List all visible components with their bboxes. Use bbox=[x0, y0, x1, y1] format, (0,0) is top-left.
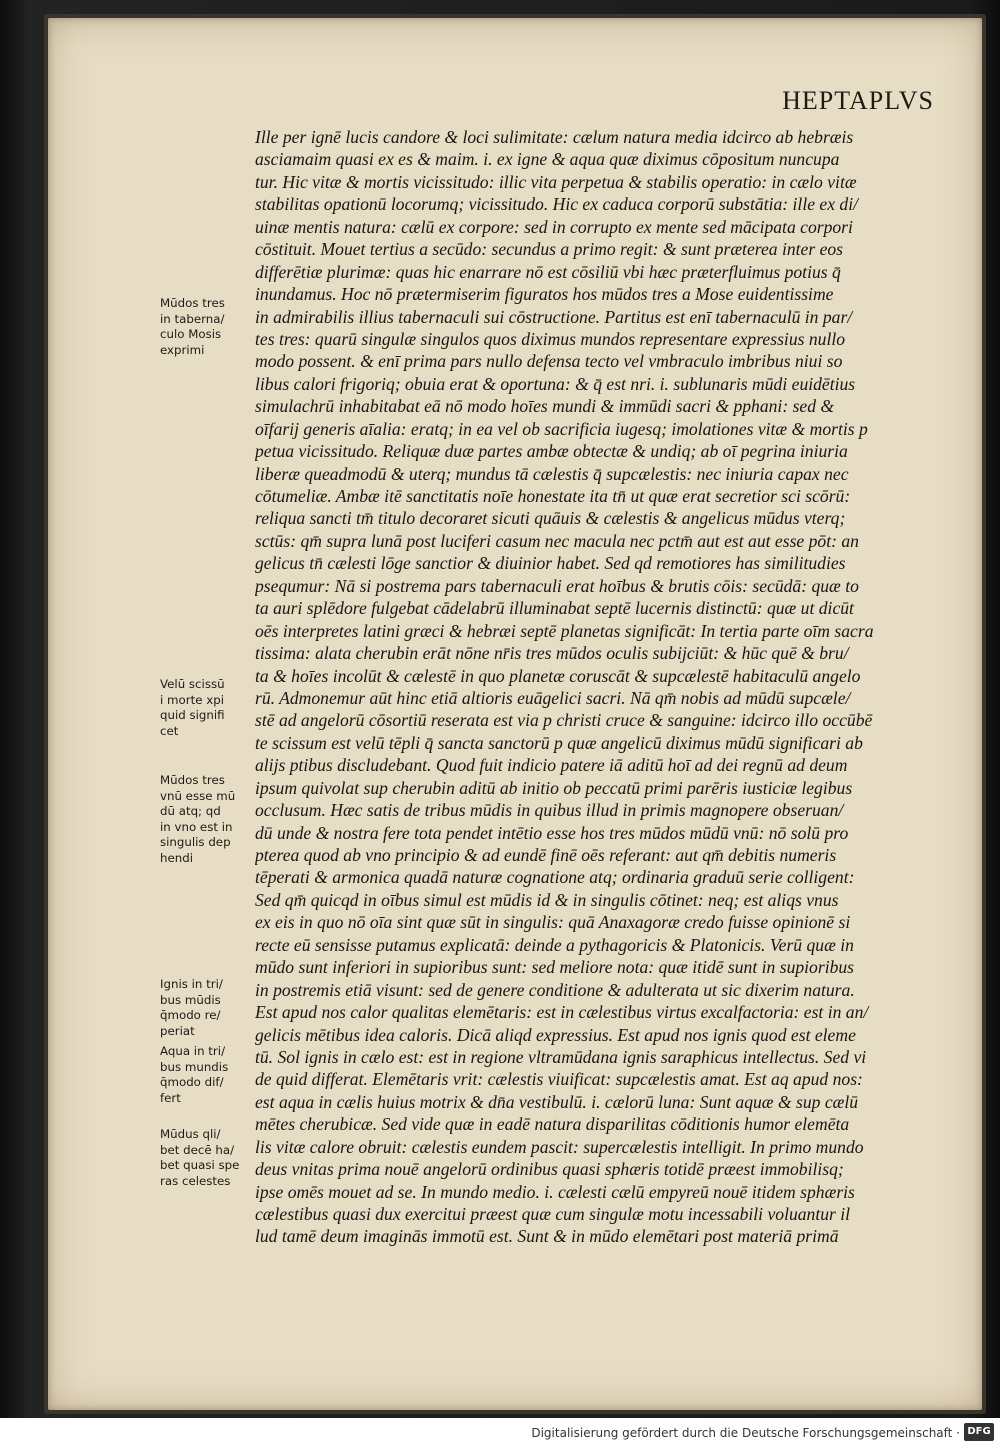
gloss-line: cet bbox=[160, 723, 179, 738]
text-line: tur. Hic vitæ & mortis vicissitudo: illic vita perpetua & stabilis operatio: in cælo vitæ bbox=[255, 171, 857, 192]
text-line: differētiæ plurimæ: quas hic enarrare nō est cōsiliū vbi hæc præterfluimus potius q̄ bbox=[255, 261, 841, 282]
marginal-gloss bbox=[160, 677, 252, 739]
text-line: alijs ptibus discludebant. Quod fuit indicio patere iā aditū hoī ad dei regnū ad deum bbox=[255, 755, 848, 776]
footer-bar bbox=[0, 1418, 1000, 1448]
running-head: HEPTAPLVS bbox=[782, 86, 934, 115]
gloss-line: Mūdus qli/ bbox=[160, 1127, 221, 1141]
text-line: oīfarij generis aīalia: eratq; in ea vel ob sacrificia iugesq; imolationes vitæ & mortis p bbox=[255, 418, 868, 439]
gloss-line: fert bbox=[160, 1090, 181, 1105]
text-line: ipse omēs mouet ad se. In mundo medio. i. cælesti cælū empyreū nouē itidem sphæris bbox=[255, 1181, 855, 1202]
gloss-line: singulis dep bbox=[160, 835, 231, 850]
text-line: petua vicissitudo. Reliquæ duæ partes ambæ obtectæ & undiq; ab oī pegrina iniuria bbox=[255, 441, 848, 462]
text-line: dū unde & nostra fere tota pendet intētio esse hos tres mūdos mūdū vnū: nō solū pro bbox=[255, 822, 849, 843]
text-line: lis vitæ calore obruit: cælestis eundem pascit: supercælestis intelligit. In primo mundo bbox=[255, 1136, 864, 1157]
text-line: cōstituit. Mouet tertius a secūdo: secundus a primo regit: & sunt præterea inter eos bbox=[255, 239, 844, 260]
text-line: cælestibus quasi dux exercitui præest quæ cum singulæ motu incessabili voluantur il bbox=[255, 1204, 851, 1224]
text-line: recte eū sensisse putamus explicatā: deinde a pythagoricis & Platonicis. Verū quæ in bbox=[255, 934, 854, 955]
text-line: libus calori frigoriq; obuia erat & oportuna: & q̄ est nri. i. sublunaris mūdi euidētius bbox=[255, 373, 856, 394]
text-line: asciamaim quasi ex es & maim. i. ex igne & aqua quæ diximus cōpositum nuncupa bbox=[255, 149, 840, 170]
text-line: reliqua sancti tm̄ titulo decoraret sicuti quāuis & cælestis & angelicus mūdus vterq; bbox=[255, 508, 846, 529]
marginal-gloss bbox=[160, 1127, 252, 1189]
text-line: oēs interpretes latini græci & hebræi septē planetas significāt: In tertia parte oīm sacra bbox=[255, 620, 874, 641]
text-line: Sed qm̄ quicqd in oībus simul est mūdis id & in singulis cōtinet: neq; est aliqs vnus bbox=[255, 889, 839, 910]
body-text bbox=[255, 126, 922, 1248]
gloss-line: bet quasi spe bbox=[160, 1158, 240, 1173]
text-line: in admirabilis illius tabernaculi sui cōstructione. Partitus est enī tabernaculū in par/ bbox=[255, 306, 853, 327]
text-line: lud tamē deum imaginās immotū est. Sunt & in mūdo elemētari post materiā primā bbox=[255, 1226, 839, 1247]
text-line: pterea quod ab vno principio & ad eundē finē oēs referant: aut qm̄ debitis numeris bbox=[255, 845, 837, 865]
gloss-line: q̄modo dif/ bbox=[160, 1075, 224, 1090]
text-line: Ille per ignē lucis candore & loci sulimitate: cælum natura media idcirco ab hebræis bbox=[255, 127, 854, 147]
gloss-line: hendi bbox=[160, 850, 193, 865]
gloss-line: quid signifi bbox=[160, 708, 225, 723]
gloss-line: Mūdos tres bbox=[160, 296, 225, 310]
text-line: mūdo sunt inferiori in supioribus sunt: sed meliore nota: quæ itidē sunt in supioribus bbox=[255, 957, 855, 978]
text-line: modo possent. & enī prima pars nullo defensa tecto vel vmbraculo imbribus niui so bbox=[255, 351, 843, 372]
text-line: gelicus tn̄ cælesti lōge sanctior & diuinior habet. Sed qd remotiores has similitudies bbox=[255, 553, 846, 574]
text-line: tes tres: quarū singulæ singulos quos diximus mundos representare expressius nullo bbox=[255, 328, 846, 349]
text-line: tū. Sol ignis in cælo est: est in regione vltramūdana ignis saraphicus intellectus. Sed vi bbox=[255, 1046, 867, 1067]
text-line: simulachrū inhabitabat eā nō modo hoīes mundi & immūdi sacri & pphani: sed & bbox=[255, 396, 835, 417]
text-line: sctūs: qm̄ supra lunā post luciferi casum nec macula nec pctm̄ aut est aut esse pōt: an bbox=[255, 530, 859, 551]
text-line: gelicis mētibus idea caloris. Dicā aliqd expressius. Est apud nos ignis quod est eleme bbox=[255, 1024, 856, 1045]
gloss-line: bus mundis bbox=[160, 1059, 229, 1074]
funding-notice: Digitalisierung gefördert durch die Deutsche Forschungsgemeinschaft · bbox=[531, 1426, 960, 1440]
text-line: rū. Admonemur aūt hinc etiā altioris euāgelici sacri. Nā qm̄ nobis ad mūdū supcæle/ bbox=[255, 687, 851, 708]
text-line: te scissum est velū tēpli q̄ sancta sanctorū p quæ angelicū diximus mūdū significari ab bbox=[255, 732, 863, 753]
gloss-line: i morte xpi bbox=[160, 692, 224, 707]
gloss-line: culo Mosis bbox=[160, 327, 222, 342]
text-line: stē ad angelorū cōsortiū reserata est via p christi cruce & sanguine: idcirco illo occūbē bbox=[255, 710, 873, 731]
text-line: in postremis etiā visunt: sed de genere conditione & adulterata ut sic dixerim natura. bbox=[255, 979, 855, 1000]
text-line: ex eis in quo nō oīa sint quæ sūt in singulis: quā Anaxagoræ credo fuisse opinionē si bbox=[255, 912, 851, 933]
text-line: liberæ queadmodū & uterq; mundus tā cælestis q̄ supcælestis: nec iniuria capax nec bbox=[255, 463, 849, 484]
dfg-logo: DFG bbox=[964, 1423, 994, 1441]
gloss-line: vnū esse mū bbox=[160, 788, 236, 803]
text-line: cōtumeliæ. Ambæ itē sanctitatis noīe honestate ita tn̄ ut quæ erat secretior sci scōrū: bbox=[255, 486, 851, 506]
marginal-gloss bbox=[160, 773, 252, 867]
gloss-line: Ignis in tri/ bbox=[160, 977, 223, 991]
marginal-gloss bbox=[160, 296, 252, 358]
gloss-line: q̄modo re/ bbox=[160, 1008, 221, 1023]
gloss-line: bus mūdis bbox=[160, 992, 221, 1007]
text-line: Est apud nos calor qualitas elemētaris: est in cælestibus virtus excalfactoria: est in an/ bbox=[255, 1002, 869, 1023]
marginal-gloss bbox=[160, 977, 252, 1039]
gloss-line: Aqua in tri/ bbox=[160, 1044, 226, 1058]
gloss-line: Mūdos tres bbox=[160, 773, 225, 787]
gloss-line: ras celestes bbox=[160, 1173, 231, 1188]
text-line: deus vnitas prima nouē angelorū ordinibus quasi sphæris totidē præest immobilisq; bbox=[255, 1159, 844, 1180]
text-line: ta & hoīes incolūt & cælestē in quo planetæ coruscāt & supcælestē habitaculū angelo bbox=[255, 665, 861, 686]
text-line: tissima: alata cherubin erāt nōne nr̄is tres mūdos oculis subijciūt: & hūc quē & bru/ bbox=[255, 643, 849, 664]
text-line: occlusum. Hæc satis de tribus mūdis in quibus illud in primis magnopere obseruan/ bbox=[255, 800, 844, 821]
text-line: ta auri splēdore fulgebat cādelabrū illuminabat septē lucernis distinctū: quæ ut dicūt bbox=[255, 598, 854, 619]
gloss-line: in taberna/ bbox=[160, 311, 225, 326]
text-line: mētes cherubicæ. Sed vide quæ in eadē natura disparilitas cōditionis humor elemēta bbox=[255, 1114, 850, 1135]
gloss-line: exprimi bbox=[160, 342, 205, 357]
gloss-line: periat bbox=[160, 1023, 195, 1038]
text-line: tēperati & armonica quadā naturæ cognatione atq; ordinaria graduū serie colligent: bbox=[255, 867, 855, 888]
gloss-line: in vno est in bbox=[160, 819, 233, 834]
text-line: inundamus. Hoc nō prætermiserim figuratos hos mūdos tres a Mose euidentissime bbox=[255, 284, 834, 305]
marginal-gloss bbox=[160, 1044, 252, 1106]
text-line: uinæ mentis natura: cælū ex corpore: sed in corrupto ex mente sed mācipata corpori bbox=[255, 216, 853, 237]
gloss-line: bet decē ha/ bbox=[160, 1142, 235, 1157]
text-line: ipsum quivolat sup cherubin aditū ab initio ob peccatū primi parēris iusticiæ legibus bbox=[255, 777, 853, 798]
text-line: stabilitas opationū locorumq; vicissitudo. Hic ex caduca corporū substātia: ille ex di/ bbox=[255, 194, 858, 215]
text-line: de quid differat. Elemētaris vrit: cælestis viuificat: supcælestis amat. Est aq apud nos: bbox=[255, 1069, 863, 1090]
text-line: psequmur: Nā si postrema pars tabernaculi erat hoībus & brutis cōis: secūdā: quæ to bbox=[255, 575, 859, 596]
gloss-line: Velū scissū bbox=[160, 677, 225, 691]
gloss-line: dū atq; qd bbox=[160, 804, 221, 819]
text-line: est aqua in cælis huius motrix & dn̄a vestibulū. i. cælorū luna: Sunt aquæ & sup cælū bbox=[255, 1091, 859, 1112]
